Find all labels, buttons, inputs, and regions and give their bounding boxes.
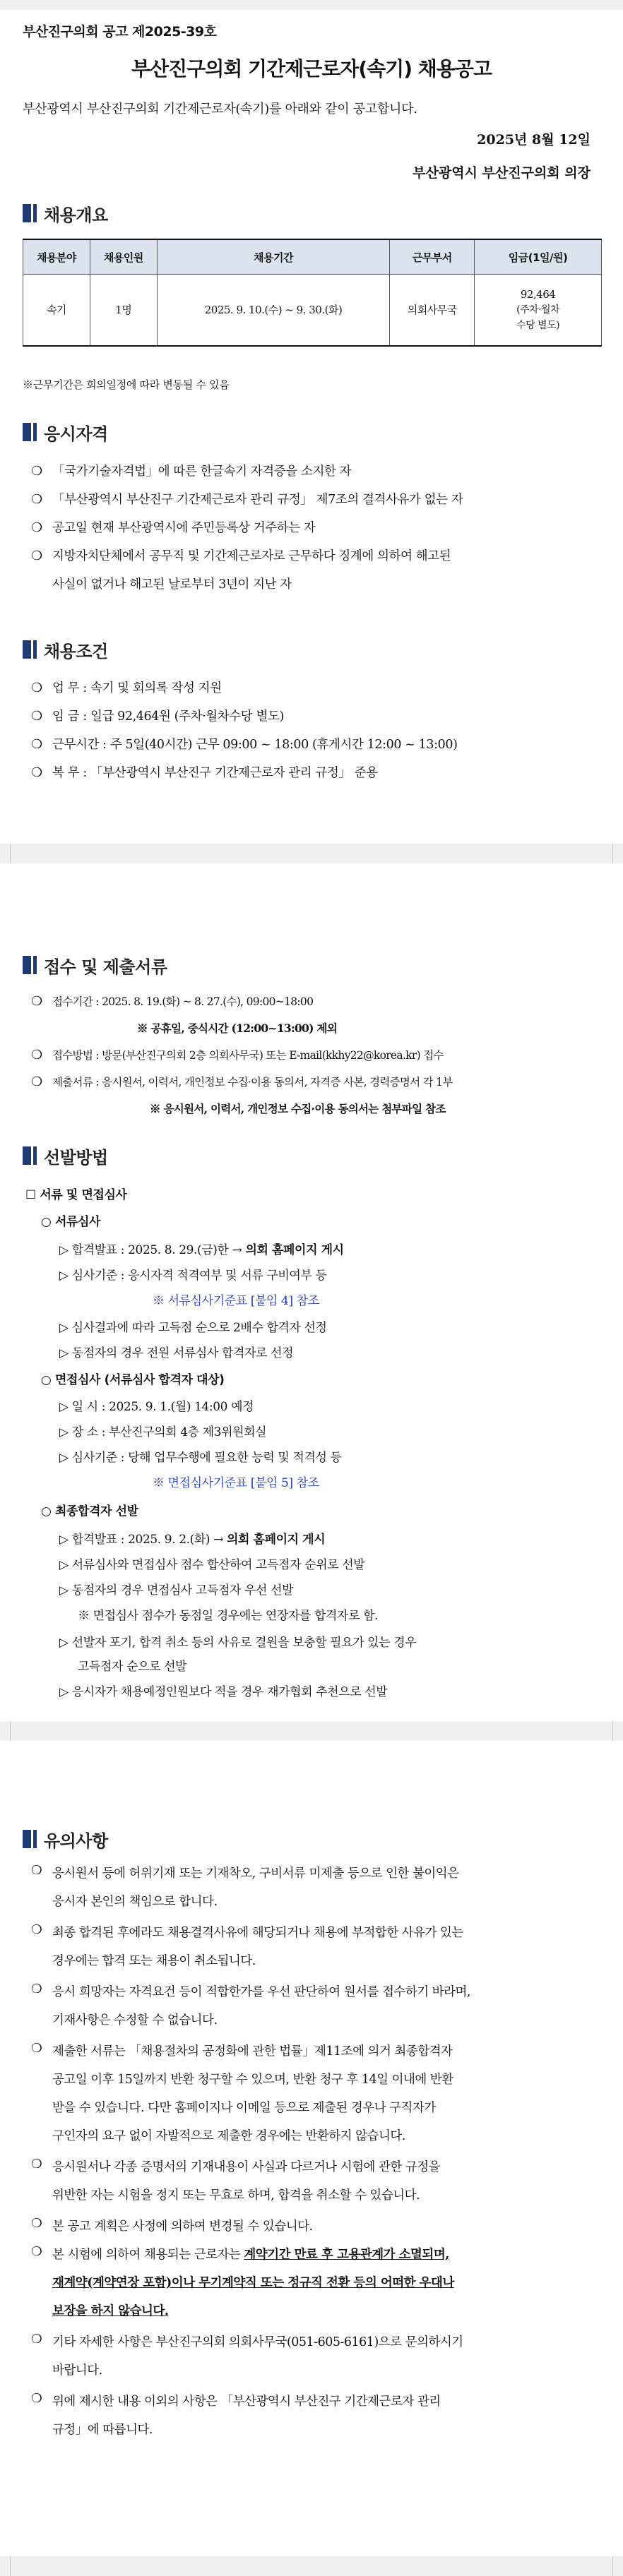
conditions-list xyxy=(31,674,603,787)
note-line: 응시원서 등에 허위기재 또는 기재착오, 구비서류 미제출 등으로 인한 불이익은 xyxy=(52,1867,459,1881)
note-line: 위에 제시한 내용 이외의 사항은 「부산광역시 부산진구 기간제근로자 관리 xyxy=(52,2395,441,2409)
note-line: 공고일 이후 15일까지 반환 청구할 수 있으며, 반환 청구 후 14일 이내에 반환 xyxy=(52,2073,453,2087)
circle-bullet-icon: ❍ xyxy=(31,681,42,695)
table-note: ※근무기간은 회의일정에 따라 변동될 수 있음 xyxy=(23,378,230,391)
list-note: ※ 공휴일, 중식시간 (12:00~13:00) 제외 xyxy=(137,1022,338,1035)
triangle-bullet-icon: ▷ xyxy=(59,1451,69,1465)
table-header-row xyxy=(23,239,602,275)
notice-date: 2025년 8월 12일 xyxy=(477,132,591,148)
cell-period: 2025. 9. 10.(수) ~ 9. 30.(화) xyxy=(157,275,390,347)
list-item: ❍ 근무시간 : 주 5일(40시간) 근무 09:00 ~ 18:00 (휴게시간 12:00 ~ 13:00) xyxy=(31,731,603,759)
page-title: 부산진구의회 기간제근로자(속기) 채용공고 xyxy=(131,57,492,80)
section-bar-icon xyxy=(23,1830,31,1848)
final-rule: ▷ 동점자의 경우 면접심사 고득점자 우선 선발 xyxy=(59,1583,294,1598)
list-item: ❍ 업 무 : 속기 및 회의록 작성 지원 xyxy=(31,674,603,702)
circle-bullet-icon: ❍ xyxy=(31,2245,42,2259)
doc-review-rule: ▷ 동점자의 경우 전원 서류심사 합격자로 선정 xyxy=(59,1346,294,1360)
doc-review-announce: ▷ 합격발표 : 2025. 8. 29.(금)한 → 의회 홈페이지 게시 xyxy=(59,1243,344,1257)
note-line: 응시원서나 각종 증명서의 기재내용이 사실과 다르거나 시험에 관한 규정을 xyxy=(52,2160,441,2174)
application-list xyxy=(31,988,603,1122)
final-rule-note: ※ 면접심사 점수가 동점일 경우에는 연장자를 합격자로 함. xyxy=(78,1609,379,1623)
table-row xyxy=(23,275,602,347)
triangle-bullet-icon: ▷ xyxy=(59,1583,69,1598)
circle-bullet-icon: ❍ xyxy=(31,2392,42,2406)
note-line: 제출한 서류는 「채용절차의 공정화에 관한 법률」제11조에 의거 최종합격자 xyxy=(52,2044,453,2059)
note-line: 응시자 본인의 책임으로 합니다. xyxy=(52,1895,218,1909)
triangle-bullet-icon: ▷ xyxy=(59,1346,69,1360)
circle-bullet-icon: ❍ xyxy=(31,520,42,535)
list-item: ❍ 「국가기술자격법」에 따른 한글속기 자격증을 소지한 자 xyxy=(31,457,603,486)
circle-bullet-icon: ○ xyxy=(41,1373,52,1387)
page-break xyxy=(0,844,623,863)
list-item: ❍ 「부산광역시 부산진구 기간제근로자 관리 규정」 제7조의 결격사유가 없는 자 xyxy=(31,486,603,514)
list-item: ❍ 지방자치단체에서 공무직 및 기간제근로자로 근무하다 징계에 의하여 해고된 xyxy=(31,542,603,570)
interview-criteria-note: ※ 면접심사기준표 [붙임 5] 참조 xyxy=(153,1476,319,1490)
page-break xyxy=(0,1721,623,1741)
final-rule: ▷ 선발자 포기, 합격 취소 등의 사유로 결원을 보충할 필요가 있는 경우 xyxy=(59,1636,417,1650)
circle-bullet-icon: ❍ xyxy=(31,2042,42,2056)
notice-number: 부산진구의회 공고 제2025-39호 xyxy=(23,24,217,40)
table-header: 채용인원 xyxy=(90,239,157,275)
interview-date: ▷ 일 시 : 2025. 9. 1.(월) 14:00 예정 xyxy=(59,1400,254,1414)
circle-bullet-icon: ❍ xyxy=(31,737,42,752)
final-rule-continued: 고득점자 순으로 선발 xyxy=(78,1660,187,1674)
list-item: ❍ 복 무 : 「부산광역시 부산진구 기간제근로자 관리 규정」 준용 xyxy=(31,759,603,787)
note-line: 최종 합격된 후에라도 채용결격사유에 해당되거나 채용에 부적합한 사유가 있는 xyxy=(52,1926,463,1940)
interview-place: ▷ 장 소 : 부산진구의회 4층 제3위원회실 xyxy=(59,1425,267,1439)
doc-review-criteria-note: ※ 서류심사기준표 [붙임 4] 참조 xyxy=(153,1294,319,1308)
wage-amount: 92,464 xyxy=(520,288,556,301)
triangle-bullet-icon: ▷ xyxy=(59,1243,69,1257)
table-header: 채용분야 xyxy=(23,239,90,275)
list-item-continued: 사실이 없거나 해고된 날로부터 3년이 지난 자 xyxy=(52,577,292,592)
list-note: ※ 응시원서, 이력서, 개인정보 수집·이용 동의서는 첨부파일 참조 xyxy=(150,1102,446,1115)
page-bottom-margin xyxy=(0,2556,623,2576)
circle-bullet-icon: ○ xyxy=(41,1504,52,1518)
final-rule: ▷ 응시자가 채용예정인원보다 적을 경우 재가협회 추천으로 선발 xyxy=(59,1685,388,1699)
list-item: ❍ 제출서류 : 응시원서, 이력서, 개인정보 수집·이용 동의서, 자격증 사본, 경력증명서 각 1부 xyxy=(31,1069,603,1096)
cell-field: 속기 xyxy=(23,275,90,347)
section-bar-icon xyxy=(23,640,31,659)
section-bar-icon xyxy=(23,956,31,974)
cell-count: 1명 xyxy=(90,275,157,347)
circle-bullet-icon: ❍ xyxy=(31,709,42,724)
list-item: ❍ 공고일 현재 부산광역시에 주민등록상 거주하는 자 xyxy=(31,514,603,542)
cell-wage xyxy=(475,275,602,347)
note-line: 기재사항은 수정할 수 없습니다. xyxy=(52,2013,218,2027)
document-page: 부산진구의회 공고 제2025-39호 부산진구의회 기간제근로자(속기) 채용공고 부산광역시 부산진구의회 기간제근로자(속기)를 아래와 같이 공고합니다. 2025년 8월 12일 부산광역시 부산진구의회 의장 채용개요 채용분야 채용인원 채용기간 근무부서 임금(1일/원) 속기 1명 2025. 9. 10.(수) ~ 9. 30.(화) 의회사무국 92,464 (주차·월차 수당 별도) ※근무기간은 회의일정에 따라 변동될 수 있음 응시자격 ❍ 「국가기술자격법」에 따른 한글속기 자격증을 소지한 자 ❍ 「부산광역시 부산진구 기간제근로자 관리 규정」 제7조의 결격사유가 없는 자 ❍ 공고일 현재 부산광역시에 주민등록상 거주하는 자 ❍ 지방자치단체에서 공무직 및 기간제근로자로 근무하다 징계에 의하여 해고된 사실이 없거나 해고된 날로부터 3년이 지난 자 채용조건 ❍ 업 무 : 속기 및 회의록 작성 지원 ❍ 임 금 : 일급 92,464원 (주차·월차수당 별도) ❍ 근무시간 : 주 5일(40시간) 근무 09:00 ~ 18:00 (휴게시간 12:00 ~ 13:00) ❍ 복 무 : 「부산광역시 부산진구 기간제근로자 관리 규정」 준용 접수 및 제출서류 ❍ 접수기간 : 2025. 8. 19.(화) ~ 8. 27.(수), 09:00~18:00 ※ 공휴일, 중식시간 (12:00~13:00) 제외 ❍ 접수방법 : 방문(부산진구의회 2층 의회사무국) 또는 E-mail(kkhy22@korea.kr) 접수 ❍ 제출서류 : 응시원서, 이력서, 개인정보 수집·이용 동의서, 자격증 사본, 경력증명서 각 1부 ※ 응시원서, 이력서, 개인정보 수집·이용 동의서는 첨부파일 참조 선발방법 ☐ 서류 및 면접심사 ○ 서류심사 ▷ 합격발표 : 2025. 8. 29.(금)한 → 의회 홈페이지 게시 ▷ 심사기준 : 응시자격 적격여부 및 서류 구비여부 등 ※ 서류심사기준표 [붙임 4] 참조 ▷ 심사결과에 따라 고득점 순으로 2배수 합격자 선정 ▷ 동점자의 경우 전원 서류심사 합격자로 선정 ○ 면접심사 (서류심사 합격자 대상) ▷ 일 시 : 2025. 9. 1.(월) 14:00 예정 ▷ 장 소 : 부산진구의회 4층 제3위원회실 ▷ 심사기준 : 당해 업무수행에 필요한 능력 및 적격성 등 ※ 면접심사기준표 [붙임 5] 참조 ○ 최종합격자 선발 ▷ 합격발표 : 2025. 9. 2.(화) → 의회 홈페이지 게시 ▷ 서류심사와 면접심사 점수 합산하여 고득점자 순위로 선발 ▷ 동점자의 경우 면접심사 고득점자 우선 선발 ※ 면접심사 점수가 동점일 경우에는 연장자를 합격자로 함. ▷ 선발자 포기, 합격 취소 등의 사유로 결원을 보충할 필요가 있는 경우 고득점자 순으로 선발 ▷ 응시자가 채용예정인원보다 적을 경우 재가협회 추천으로 선발 유의사항 ❍ 응시원서 등에 허위기재 또는 기재착오, 구비서류 미제출 등으로 인한 불이익은 응시자 본인의 책임으로 합니다. ❍ 최종 합격된 후에라도 채용결격사유에 해당되거나 채용에 부적합한 사유가 있는 경우에는 합격 또는 채용이 취소됩니다. ❍ 응시 희망자는 자격요건 등이 적합한가를 우선 판단하여 원서를 접수하기 바라며, 기재사항은 수정할 수 없습니다. ❍ 제출한 서류는 「채용절차의 공정화에 관한 법률」제11조에 의거 최종합격자 공고일 이후 15일까지 반환 청구할 수 있으며, 반환 청구 후 14일 이내에 반환 받을 수 있습니다. 다만 홈페이지나 이메일 등으로 제출된 경우나 구직자가 구인자의 요구 없이 자발적으로 제출한 경우에는 반환하지 않습니다. ❍ 응시원서나 각종 증명서의 기재내용이 사실과 다르거나 시험에 관한 규정을 위반한 자는 시험을 정지 또는 무효로 하며, 합격을 취소할 수 있습니다. ❍ 본 공고 계획은 사정에 의하여 변경될 수 있습니다. ❍ 본 시험에 의하여 채용되는 근로자는 계약기간 만료 후 고용관계가 소멸되며, 재계약(계약연장 포함)이나 무기계약직 또는 정규직 전환 등의 어떠한 우대나 보장을 하지 않습니다. ❍ 기타 자세한 사항은 부산진구의회 의회사무국(051-605-6161)으로 문의하시기 바랍니다. ❍ 위에 제시한 내용 이외의 사항은 「부산광역시 부산진구 기간제근로자 관리 규정」에 따릅니다. xyxy=(0,0,623,2576)
page-top-margin xyxy=(0,0,623,10)
triangle-bullet-icon: ▷ xyxy=(59,1636,69,1650)
circle-bullet-icon: ❍ xyxy=(31,1982,42,1996)
interview-heading: ○ 면접심사 (서류심사 합격자 대상) xyxy=(41,1373,225,1387)
note-line: 재계약(계약연장 포함)이나 무기계약직 또는 정규직 전환 등의 어떠한 우대나 xyxy=(52,2276,454,2290)
doc-review-rule: ▷ 심사결과에 따라 고득점 순으로 2배수 합격자 선정 xyxy=(59,1321,327,1335)
table-header: 임금(1일/원) xyxy=(475,239,602,275)
list-item: ❍ 임 금 : 일급 92,464원 (주차·월차수당 별도) xyxy=(31,702,603,731)
section-bar-icon xyxy=(23,204,31,222)
section-bar-icon xyxy=(33,1146,37,1165)
triangle-bullet-icon: ▷ xyxy=(59,1558,69,1572)
triangle-bullet-icon: ▷ xyxy=(59,1269,69,1283)
wage-note: (주차·월차 xyxy=(516,304,560,316)
note-line: 받을 수 있습니다. 다만 홈페이지나 이메일 등으로 제출된 경우나 구직자가 xyxy=(52,2101,436,2115)
note-line: 경우에는 합격 또는 채용이 취소됩니다. xyxy=(52,1954,256,1968)
circle-bullet-icon: ❍ xyxy=(31,994,42,1009)
recruit-overview-table xyxy=(23,239,602,347)
interview-criteria: ▷ 심사기준 : 당해 업무수행에 필요한 능력 및 적격성 등 xyxy=(59,1451,342,1465)
circle-bullet-icon: ❍ xyxy=(31,492,42,507)
circle-bullet-icon: ❍ xyxy=(31,2332,42,2347)
note-line: 규정」에 따릅니다. xyxy=(52,2423,153,2437)
note-line: 보장을 하지 않습니다. xyxy=(52,2304,169,2318)
list-item: ❍ 접수기간 : 2025. 8. 19.(화) ~ 8. 27.(수), 09:00~18:00 xyxy=(31,988,603,1015)
section-bar-icon xyxy=(23,1146,31,1165)
circle-bullet-icon: ❍ xyxy=(31,1923,42,1937)
section-bar-icon xyxy=(33,956,37,974)
wage-note: 수당 별도) xyxy=(516,320,560,331)
note-line: 본 시험에 의하여 채용되는 근로자는 계약기간 만료 후 고용관계가 소멸되며, xyxy=(52,2248,449,2262)
circle-bullet-icon: ❍ xyxy=(31,549,42,563)
section-bar-icon xyxy=(33,423,37,441)
note-line: 구인자의 요구 없이 자발적으로 제출한 경우에는 반환하지 않습니다. xyxy=(52,2129,405,2143)
circle-bullet-icon: ❍ xyxy=(31,464,42,479)
note-line: 기타 자세한 사항은 부산진구의회 의회사무국(051-605-6161)으로 문의하시기 xyxy=(52,2335,463,2349)
circle-bullet-icon: ❍ xyxy=(31,1864,42,1878)
table-header: 채용기간 xyxy=(157,239,390,275)
list-item: ❍ 접수방법 : 방문(부산진구의회 2층 의회사무국) 또는 E-mail(kkhy22@korea.kr) 접수 xyxy=(31,1042,603,1069)
qualification-list xyxy=(31,457,603,599)
triangle-bullet-icon: ▷ xyxy=(59,1533,69,1547)
circle-bullet-icon: ❍ xyxy=(31,765,42,780)
circle-bullet-icon: ❍ xyxy=(31,1074,42,1089)
circle-bullet-icon: ○ xyxy=(41,1215,52,1229)
section-bar-icon xyxy=(23,423,31,441)
cell-dept: 의회사무국 xyxy=(390,275,475,347)
table-header: 근무부서 xyxy=(390,239,475,275)
section-bar-icon xyxy=(33,1830,37,1848)
circle-bullet-icon: ❍ xyxy=(31,2157,42,2171)
intro-text: 부산광역시 부산진구의회 기간제근로자(속기)를 아래와 같이 공고합니다. xyxy=(23,102,417,116)
section-bar-icon xyxy=(33,204,37,222)
final-heading: ○ 최종합격자 선발 xyxy=(41,1504,138,1518)
circle-bullet-icon: ❍ xyxy=(31,1048,42,1062)
doc-review-criteria: ▷ 심사기준 : 응시자격 적격여부 및 서류 구비여부 등 xyxy=(59,1269,327,1283)
issuer: 부산광역시 부산진구의회 의장 xyxy=(413,165,591,181)
note-line: 응시 희망자는 자격요건 등이 적합한가를 우선 판단하여 원서를 접수하기 바라며, xyxy=(52,1985,470,1999)
triangle-bullet-icon: ▷ xyxy=(59,1685,69,1699)
doc-review-heading: ○ 서류심사 xyxy=(41,1215,101,1229)
note-line: 본 공고 계획은 사정에 의하여 변경될 수 있습니다. xyxy=(52,2219,313,2234)
triangle-bullet-icon: ▷ xyxy=(59,1425,69,1439)
selection-subheading: ☐ 서류 및 면접심사 xyxy=(25,1188,127,1202)
checkbox-square-icon: ☐ xyxy=(25,1188,36,1202)
final-announce: ▷ 합격발표 : 2025. 9. 2.(화) → 의회 홈페이지 게시 xyxy=(59,1533,326,1547)
triangle-bullet-icon: ▷ xyxy=(59,1400,69,1414)
final-rule: ▷ 서류심사와 면접심사 점수 합산하여 고득점자 순위로 선발 xyxy=(59,1558,365,1572)
note-line: 바랍니다. xyxy=(52,2364,102,2378)
section-bar-icon xyxy=(33,640,37,659)
circle-bullet-icon: ❍ xyxy=(31,2217,42,2231)
triangle-bullet-icon: ▷ xyxy=(59,1321,69,1335)
note-line: 위반한 자는 시험을 정지 또는 무효로 하며, 합격을 취소할 수 있습니다. xyxy=(52,2188,420,2203)
